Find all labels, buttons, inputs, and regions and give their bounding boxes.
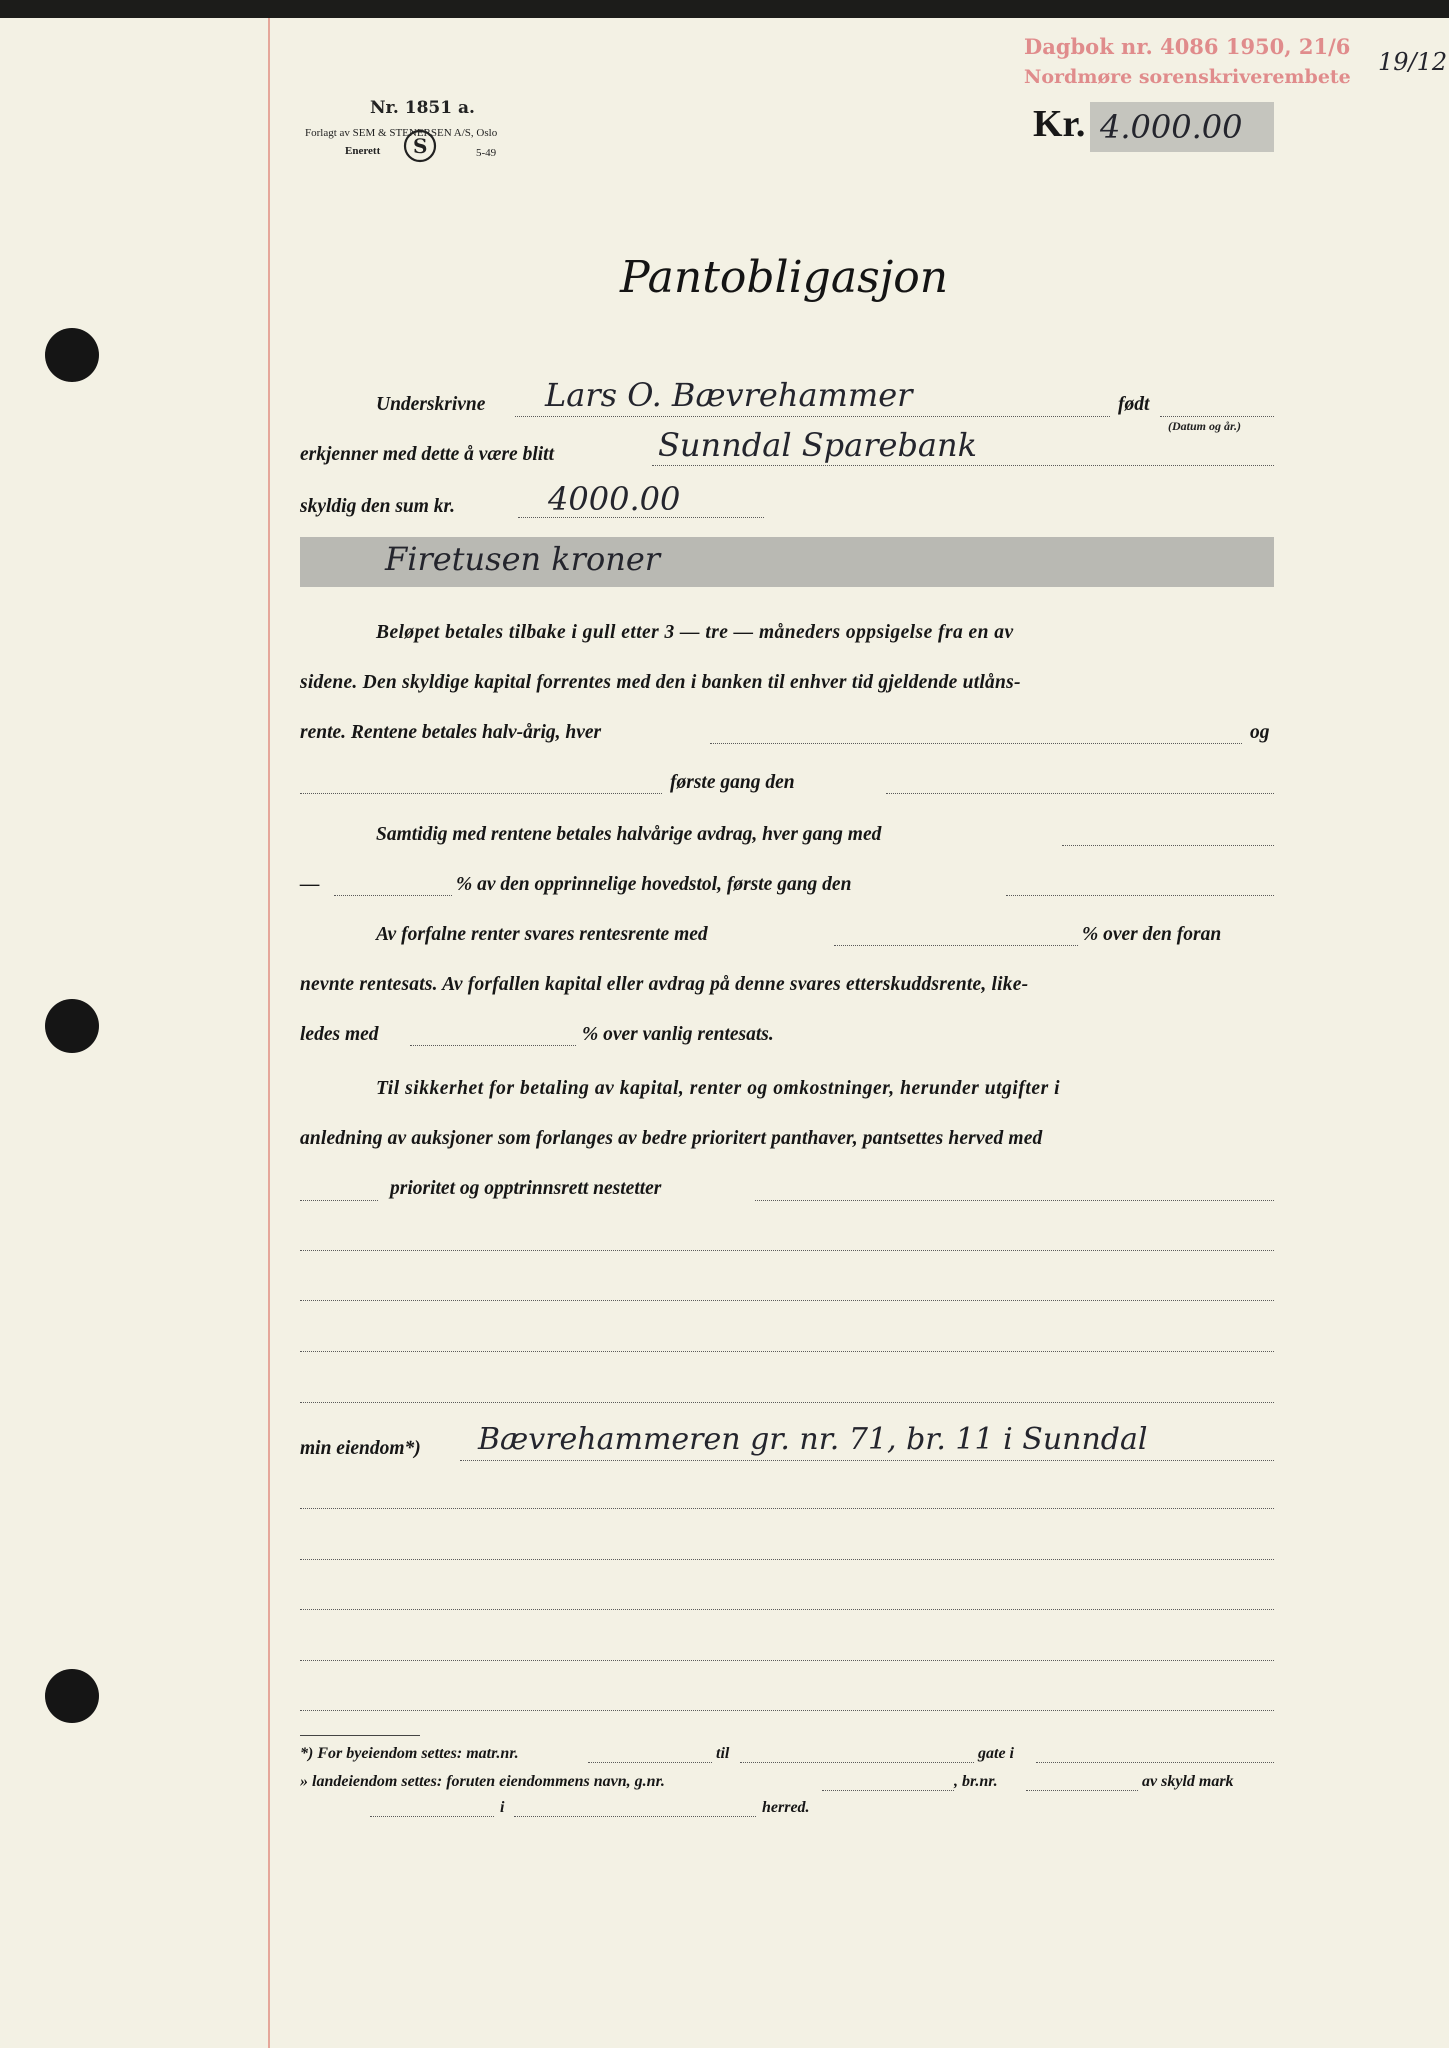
p1-line3: rente. Rentene betales halv-årig, hver: [300, 722, 602, 743]
blank-line: [300, 1300, 1274, 1301]
p3-line2: nevnte rentesats. Av forfallen kapital eller avdrag på denne svares etterskuddsrente, like-: [300, 974, 1029, 995]
p1-line2: sidene. Den skyldige kapital forrentes med den i banken til enhver tid gjeldende utlåns-: [300, 672, 1021, 693]
p4-blank-line: [300, 1200, 378, 1201]
footnote-gnr-line: [822, 1790, 954, 1791]
creditor-value: Sunndal Sparebank: [658, 426, 977, 464]
p1-first-date-line: [886, 793, 1274, 794]
p2-installment-line: [1062, 845, 1274, 846]
p3-late-line: [410, 1045, 576, 1046]
blank-line: [300, 1508, 1274, 1509]
blank-line: [300, 1559, 1274, 1560]
footnote-line1c: gate i: [978, 1745, 1014, 1762]
blank-line: [300, 1250, 1274, 1251]
footnote-matr-line: [588, 1762, 712, 1763]
footnote-herred-line: [514, 1816, 756, 1817]
blank-line: [300, 1710, 1274, 1711]
form-number: Nr. 1851 a.: [370, 98, 475, 118]
footnote-line2b: , br.nr.: [954, 1773, 998, 1790]
born-label: født: [1118, 394, 1150, 415]
footnote-rule: [300, 1735, 420, 1736]
footnote-gate-line: [1036, 1762, 1274, 1763]
p1-line1: Beløpet betales tilbake i gull etter 3 — tre — måneders oppsigelse fra en av: [376, 622, 1014, 643]
p2-percent-line: [334, 895, 452, 896]
publisher-line: Forlagt av SEM & STENERSEN A/S, Oslo: [305, 127, 498, 139]
blank-line: [300, 1609, 1274, 1610]
amount-label: Kr.: [1033, 103, 1086, 145]
sum-in-words: Firetusen kroner: [385, 540, 661, 578]
margin-rule: [268, 18, 270, 2048]
property-line: [460, 1460, 1274, 1461]
registry-stamp-line1: Dagbok nr. 4086 1950, 21/6: [1024, 34, 1351, 59]
footnote-line1a: *) For byeiendom settes: matr.nr.: [300, 1745, 519, 1762]
property-label: min eiendom*): [300, 1438, 421, 1459]
p1-blank-line: [300, 793, 662, 794]
born-line: [1160, 416, 1274, 417]
scan-top-edge: [0, 0, 1449, 18]
svg-text:S: S: [413, 134, 428, 158]
p3-compound-line: [834, 945, 1078, 946]
blank-line: [300, 1660, 1274, 1661]
p2-dash: —: [300, 874, 320, 895]
p2-first-date-line: [1006, 895, 1274, 896]
p3-line1a: Av forfalne renter svares rentesrente med: [376, 924, 708, 945]
footnote-line2c: av skyld mark: [1142, 1773, 1234, 1790]
blank-line: [300, 1402, 1274, 1403]
footnote-line3a: i: [500, 1799, 505, 1816]
registry-stamp-line2: Nordmøre sorenskriverembete: [1024, 66, 1351, 88]
undersigned-value: Lars O. Bævrehammer: [545, 376, 913, 414]
footnote-brnr-line: [1026, 1790, 1138, 1791]
footnote-line1b: til: [716, 1745, 730, 1762]
p1-og: og: [1250, 722, 1270, 743]
creditor-line: [652, 465, 1274, 466]
p4-line3: prioritet og opptrinnsrett nestetter: [390, 1178, 662, 1199]
edition-code: 5-49: [476, 147, 497, 159]
publisher-logo-icon: [402, 128, 438, 164]
p1-interval-line: [710, 743, 1242, 744]
registry-corner-number: 19/12: [1378, 48, 1448, 76]
sum-label: skyldig den sum kr.: [300, 496, 455, 517]
p3-line3b: % over vanlig rentesats.: [582, 1024, 774, 1045]
undersigned-line: [515, 416, 1110, 417]
footnote-til-line: [740, 1762, 974, 1763]
enerett-label: Enerett: [345, 145, 381, 157]
footnote-line2a: » landeiendom settes: foruten eiendommens navn, g.nr.: [300, 1773, 665, 1790]
p4-line2: anledning av auksjoner som forlanges av bedre prioritert panthaver, pantsettes herved med: [300, 1128, 1043, 1149]
document-page: [0, 18, 1449, 2048]
footnote-mark-line: [370, 1816, 494, 1817]
p2-line1: Samtidig med rentene betales halvårige avdrag, hver gang med: [376, 824, 882, 845]
footnote-line3b: herred.: [762, 1799, 810, 1816]
punch-hole: [45, 999, 99, 1053]
undersigned-label: Underskrivne: [376, 394, 486, 415]
punch-hole: [45, 1669, 99, 1723]
blank-line: [300, 1351, 1274, 1352]
p3-line1b: % over den foran: [1082, 924, 1222, 945]
p1-line4: første gang den: [670, 772, 795, 793]
amount-value: 4.000.00: [1100, 108, 1243, 146]
property-value: Bævrehammeren gr. nr. 71, br. 11 i Sunndal: [478, 1422, 1148, 1457]
p3-line3a: ledes med: [300, 1024, 379, 1045]
creditor-label: erkjenner med dette å være blitt: [300, 444, 554, 465]
sum-value: 4000.00: [548, 480, 681, 518]
punch-hole: [45, 328, 99, 382]
born-hint: (Datum og år.): [1168, 419, 1242, 433]
p2-line2: % av den opprinnelige hovedstol, første gang den: [456, 874, 852, 895]
p4-priority-line: [755, 1200, 1274, 1201]
p4-line1: Til sikkerhet for betaling av kapital, renter og omkostninger, herunder utgifter i: [376, 1078, 1061, 1099]
document-title: Pantobligasjon: [620, 252, 949, 303]
